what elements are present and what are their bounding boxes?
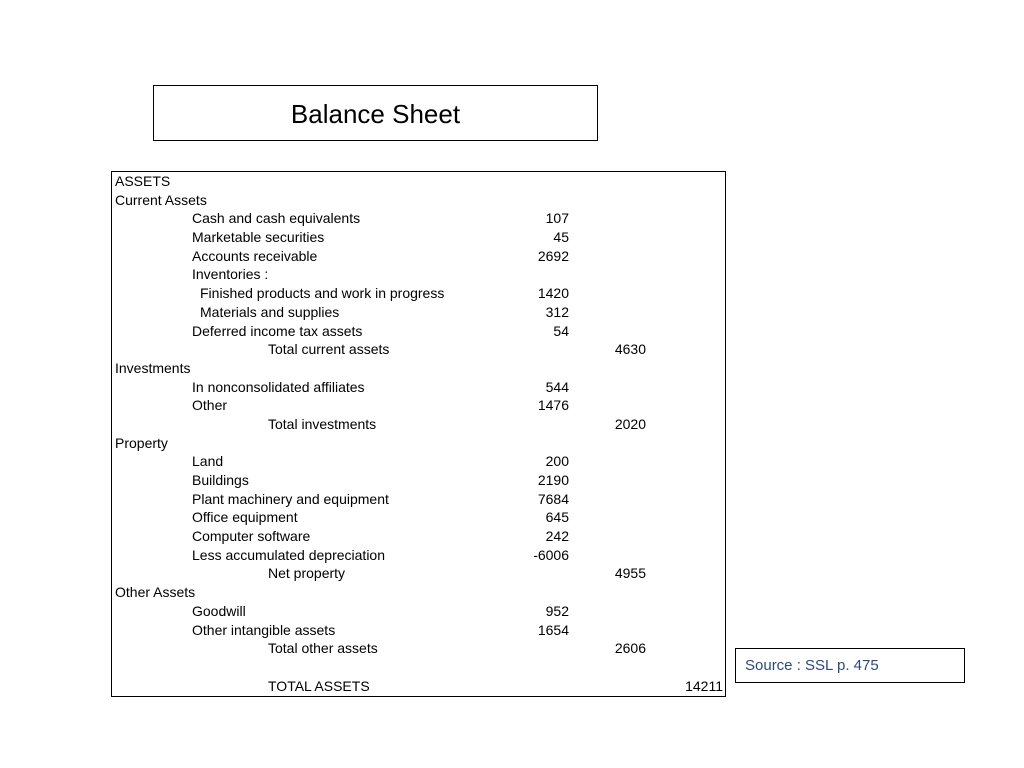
row-label: Other	[192, 397, 228, 414]
total-row	[112, 639, 725, 658]
row-label: Other Assets	[115, 584, 196, 601]
amount-value: -6006	[533, 546, 569, 563]
amount-value: 200	[545, 453, 569, 470]
subtotal-value: 4630	[614, 341, 646, 358]
total-row	[112, 340, 725, 359]
row-label: Land	[192, 453, 224, 470]
total-value: 14211	[685, 677, 723, 694]
total-row	[112, 564, 725, 583]
amount-value: 312	[545, 303, 569, 320]
amount-value: 544	[545, 378, 569, 395]
table-row	[112, 452, 725, 471]
table-row	[112, 490, 725, 509]
table-row	[112, 265, 725, 284]
amount-value: 45	[553, 229, 569, 246]
row-label: Investments	[115, 359, 191, 376]
row-label: Other intangible assets	[192, 621, 336, 638]
row-label: Net property	[268, 565, 346, 582]
amount-value: 1420	[537, 285, 569, 302]
amount-value: 2190	[537, 472, 569, 488]
amount-value: 952	[545, 602, 569, 619]
balance-sheet-table	[111, 171, 726, 697]
source-citation: Source : SSL p. 475	[745, 657, 879, 674]
row-label: Deferred income tax assets	[192, 322, 363, 339]
table-row	[112, 228, 725, 247]
row-label: Marketable securities	[192, 229, 325, 246]
amount-value: 107	[545, 210, 569, 227]
row-label: In nonconsolidated affiliates	[192, 378, 365, 395]
amount-value: 1654	[537, 621, 569, 638]
table-row	[112, 546, 725, 565]
slide-title: Balance Sheet	[290, 98, 461, 129]
table-row	[112, 508, 725, 527]
subtotal-value: 4955	[614, 565, 646, 582]
row-label: Current Assets	[115, 191, 207, 208]
row-label: TOTAL ASSETS	[268, 677, 370, 694]
section-heading-row	[112, 172, 725, 191]
row-label: Office equipment	[192, 509, 298, 526]
subtotal-value: 2606	[614, 640, 646, 657]
row-label: Total current assets	[268, 341, 390, 358]
row-label: Total other assets	[268, 640, 378, 657]
row-label: Finished products and work in progress	[200, 285, 445, 302]
row-label: Cash and cash equivalents	[192, 210, 361, 227]
row-label: Accounts receivable	[192, 247, 318, 264]
amount-value: 645	[545, 509, 569, 526]
table-row	[112, 303, 725, 322]
table-row	[112, 378, 725, 397]
row-label: Buildings	[192, 472, 249, 488]
row-label: Computer software	[192, 528, 311, 545]
amount-value: 1476	[537, 397, 569, 414]
section-heading-row	[112, 191, 725, 210]
section-heading-row	[112, 583, 725, 602]
table-row	[112, 602, 725, 621]
source-box	[735, 648, 965, 683]
section-heading-row	[112, 434, 725, 453]
row-label: ASSETS	[115, 173, 171, 189]
row-label: Materials and supplies	[200, 303, 340, 320]
table-row	[112, 527, 725, 546]
row-label: Plant machinery and equipment	[192, 490, 389, 507]
table-row	[112, 471, 725, 490]
amount-value: 242	[545, 528, 569, 545]
amount-value: 7684	[537, 490, 569, 507]
total-row	[112, 677, 725, 696]
table-row	[112, 247, 725, 266]
amount-value: 54	[553, 322, 569, 339]
row-label: Total investments	[268, 415, 377, 432]
table-row	[112, 284, 725, 303]
row-label: Less accumulated depreciation	[192, 546, 386, 563]
section-heading-row	[112, 359, 725, 378]
table-row	[112, 209, 725, 228]
table-row	[112, 396, 725, 415]
row-label: Inventories :	[192, 266, 269, 283]
slide-title-box	[153, 85, 598, 141]
table-row	[112, 621, 725, 640]
row-label: Property	[115, 434, 168, 451]
amount-value: 2692	[537, 247, 569, 264]
total-row	[112, 415, 725, 434]
table-row	[112, 322, 725, 341]
subtotal-value: 2020	[614, 415, 646, 432]
row-label: Goodwill	[192, 602, 246, 619]
